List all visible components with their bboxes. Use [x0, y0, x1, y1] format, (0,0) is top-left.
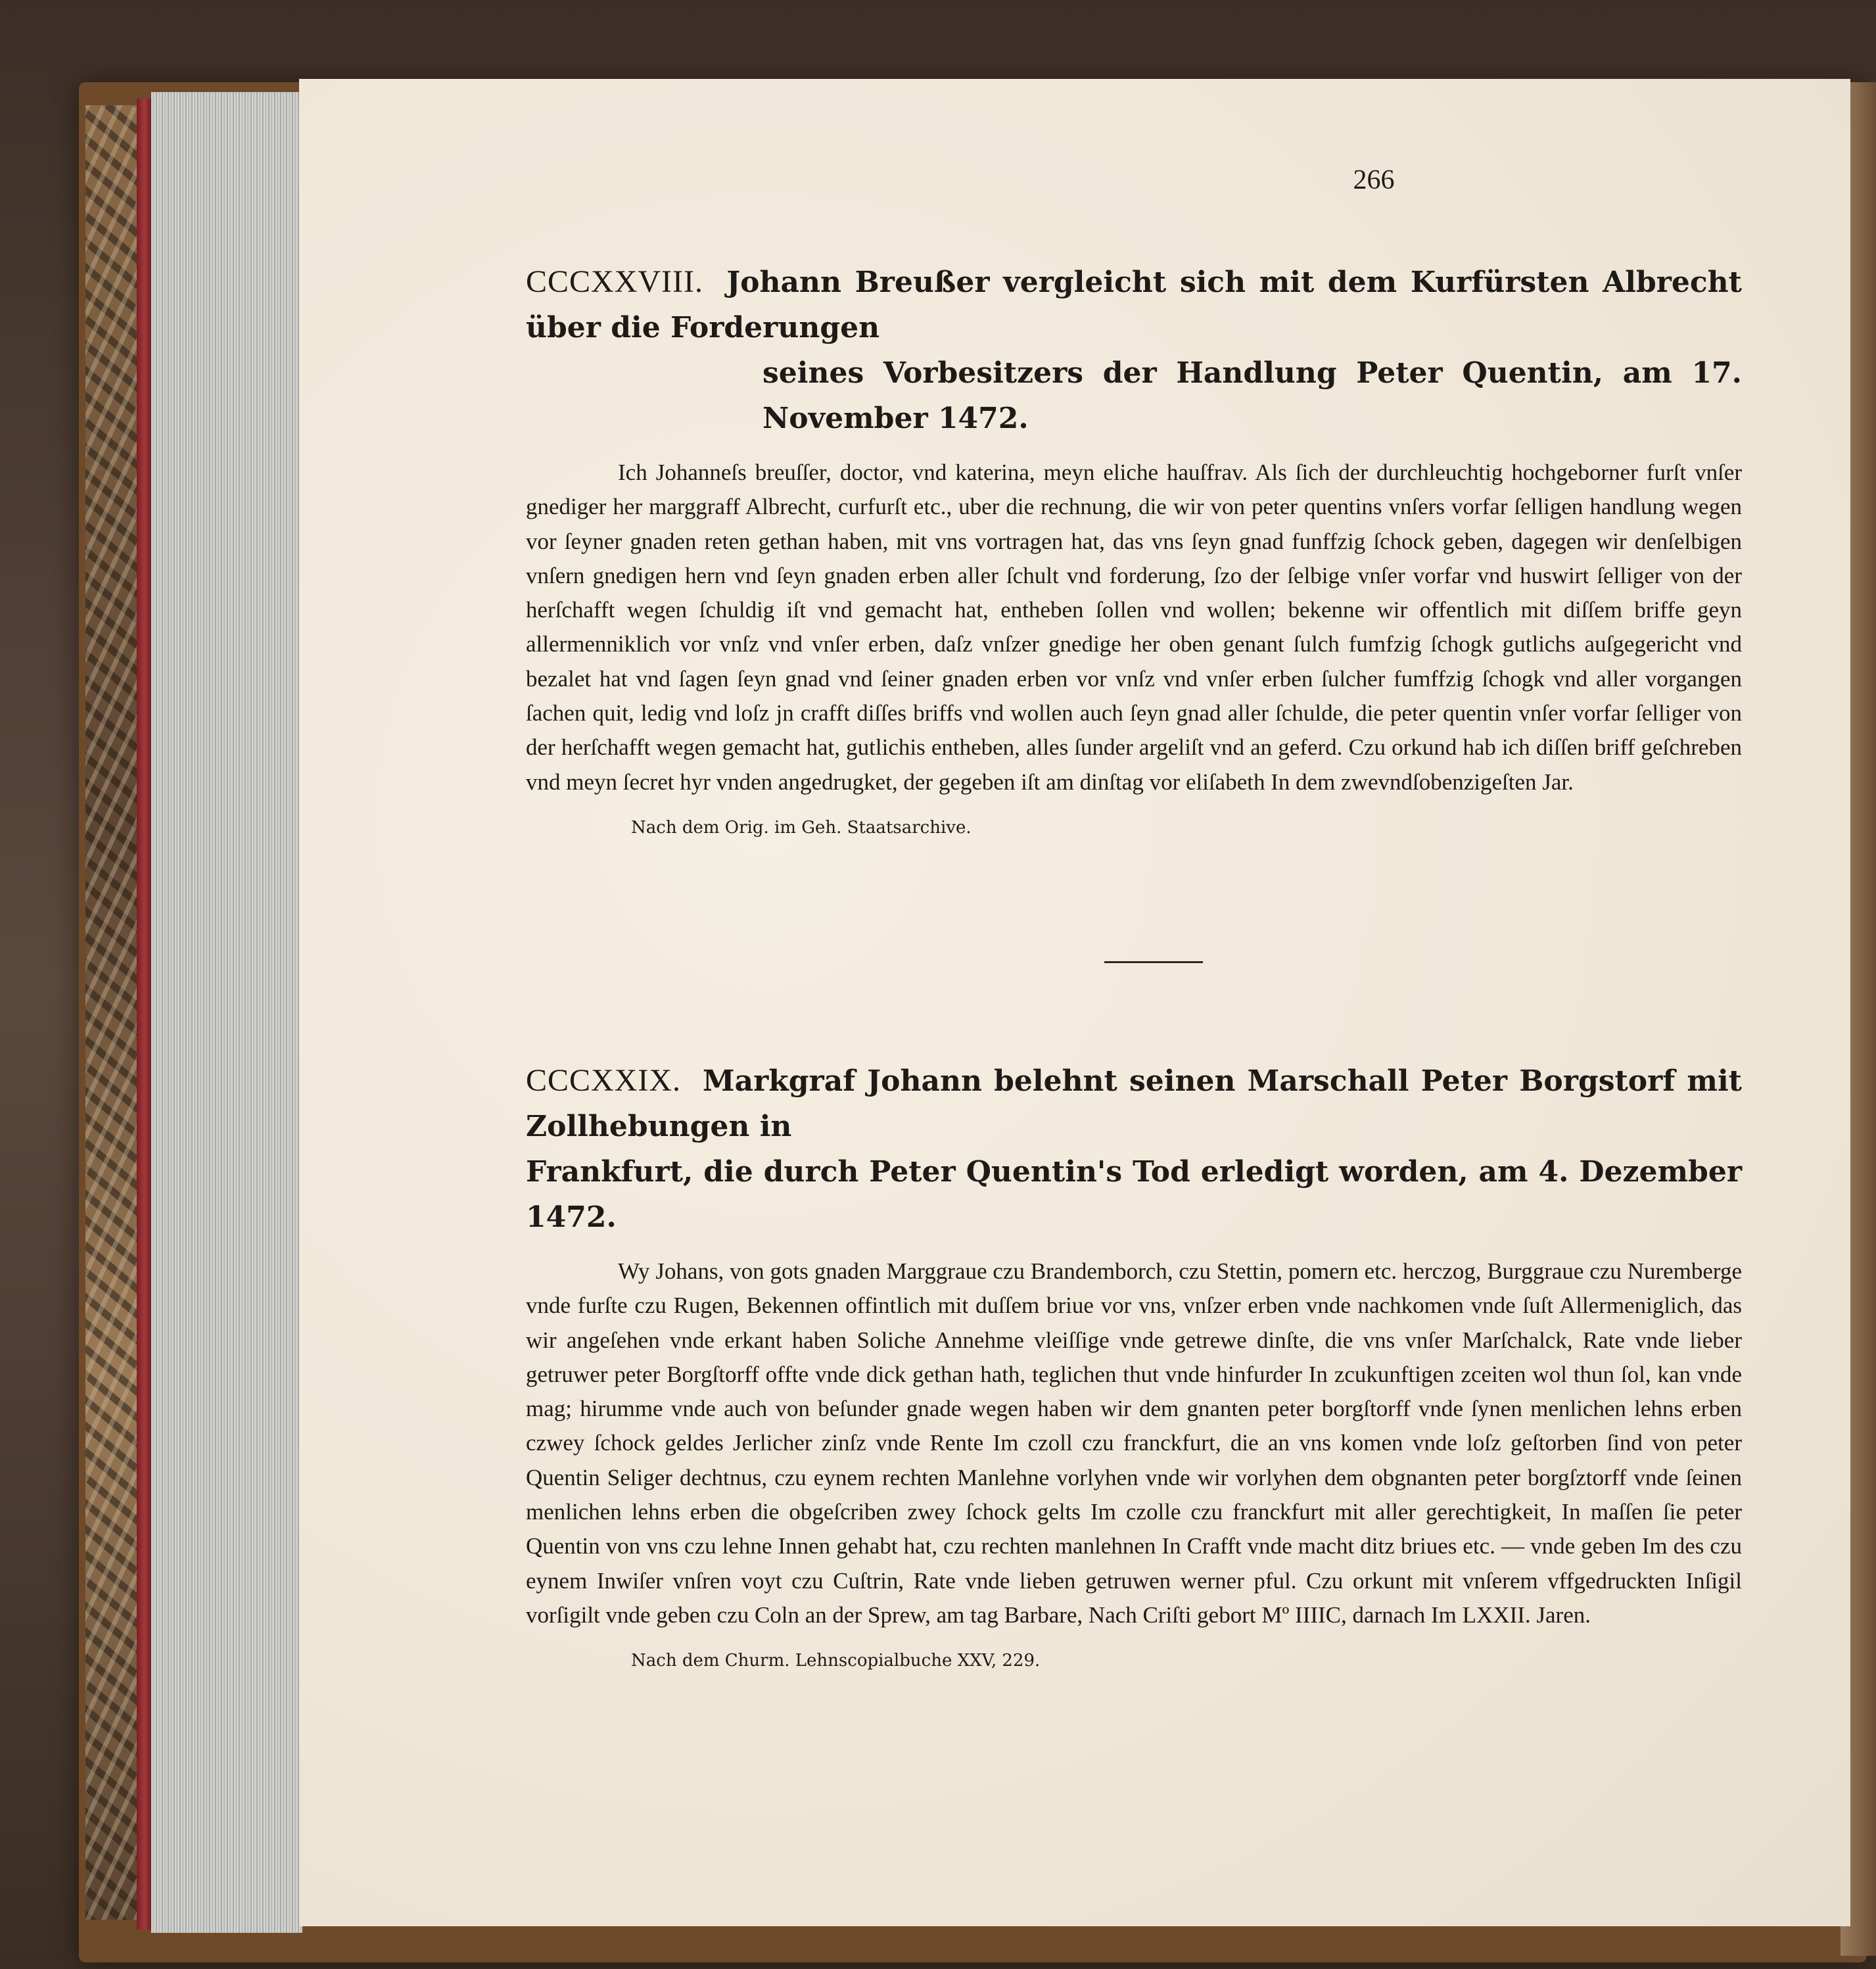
entry-body: Ich Johanneſs breuſſer, doctor, vnd katerina, meyn eliche hauſfrav. Als ſich der durchleuchtig hochgeborner furſt vnſer gnediger her marggraff Albrecht, curfurſt etc., uber die rechnung, die wir von peter quentins vnſers vorfar ſelligen handlung wegen vor ſeyner gnaden reten gethan haben, mit vns vortragen hat, das vns ſeyn gnad funffzig ſchock geben, dagegen wir denſelbigen vnſern gnedigen hern vnd ſeyn gnaden erben aller ſchult vnd forderung, ſzo der ſelbige vnſer vorfar vnd huswirt ſelliger von der herſchafft wegen ſchuldig iſt vnd gemacht hat, entheben ſollen vnd wollen; bekenne wir offentlich mit diſſem briffe geyn allermenniklich vor vnſz vnd vnſer erben, daſz vnſzer gnedige her oben genant ſulch fumfzig ſchogk gutlichs auſgegericht vnd bezalet hat vnd ſagen ſeyn gnad vnd ſeiner gnaden erben vor vnſz vnd vnſer erben ſulcher fumffzig ſchogk vnd aller vorgangen ſachen quit, ledig vnd loſz jn crafft diſſes briffs vnd wollen auch ſeyn gnad aller ſchulde, die peter quentin vnſer vorfar ſelliger von der herſchafft wegen gemacht hat, gutlichis entheben, alles ſunder argeliſt vnd an geferd. Czu orkund hab ich diſſen briff geſchreben vnd meyn ſecret hyr vnden angedrugket, der gegeben iſt am dinſtag vor eliſabeth In dem zwevndſobenzigeſten Jar.: [526, 460, 1742, 795]
entry-2: [526, 1058, 1742, 1671]
entry-source: Nach dem Churm. Lehnscopialbuche XXV, 229.: [631, 1651, 1041, 1671]
entry-title-line2: seines Vorbesitzers der Handlung Peter Quentin, am 17. November 1472.: [762, 356, 1742, 435]
entry-number: CCCXXIX.: [526, 1063, 682, 1098]
entry-body: Wy Johans, von gots gnaden Marggraue czu Brandemborch, czu Stettin, pomern etc. herczog, Burggraue czu Nuremberge vnde furſte czu Rugen, Bekennen offintlich mit duſſem briue vor vns, vnſzer erben vnde nachkomen vnde ſuſt Allermeniglich, das wir angeſehen vnde erkant haben Soliche Annehme vleiſſige vnde getrewe dinſte, die vns vnſer Marſchalck, Rate vnde lieber getruwer peter Borgſtorff offte vnde dick gethan hath, teglichen thut vnde hinfurder In zcukunftigen zceiten wol thun ſol, kan vnde mag; hirumme vnde auch von beſunder gnade wegen haben wir dem gnanten peter borgſtorff vnde ſynen menlichen lehns erben czwey ſchock geldes Jerlicher zinſz vnde Rente Im czoll czu franckfurt, die an vns komen vnde loſz geſtorben ſind von peter Quentin Seliger dechtnus, czu eynem rechten Manlehne vorlyhen vnde wir vorlyhen dem obgnanten peter borgſztorff vnde ſeinen menlichen lehns erben die obgeſcriben zwey ſchock gelts Im czolle czu franckfurt mit aller gerechtigkeit, In maſſen ſie peter Quentin von vns czu lehne Innen gehabt hat, czu rechten manlehnen In Crafft vnde macht ditz briues etc. — vnde geben Im des czu eynem Inwiſer vnſren voyt czu Cuſtrin, Rate vnde lieben getruwen werner pful. Czu orkunt mit vnſerem vffgedruckten Inſigil vorſigilt vnde geben czu Coln an der Sprew, am tag Barbare, Nach Criſti gebort Mº IIIIC, darnach Im LXXII. Jaren.: [526, 1258, 1742, 1628]
entry-heading-cont: [526, 350, 1742, 441]
entry-title-line2: Frankfurt, die durch Peter Quentin's Tod erledigt worden, am 4. Dezember 1472.: [526, 1155, 1742, 1234]
page-stack: [151, 92, 302, 1933]
entry-source: Nach dem Orig. im Geh. Staatsarchive.: [631, 817, 972, 838]
spine-edge: [137, 99, 152, 1930]
marbled-endpaper: [85, 105, 138, 1920]
entry-1: [526, 260, 1742, 838]
page-number: 266: [1353, 165, 1395, 195]
entry-heading: [526, 1058, 1742, 1149]
entry-title-line1: Johann Breußer vergleicht sich mit dem Kurfürsten Albrecht über die Forderungen: [526, 266, 1742, 344]
section-divider: [1104, 961, 1203, 963]
entry-number: CCCXXVIII.: [526, 264, 703, 299]
entry-heading: [526, 260, 1742, 350]
entry-title-line1: Markgraf Johann belehnt seinen Marschall Peter Borgstorf mit Zollhebungen in: [526, 1064, 1743, 1143]
entry-heading-cont: [526, 1149, 1742, 1240]
